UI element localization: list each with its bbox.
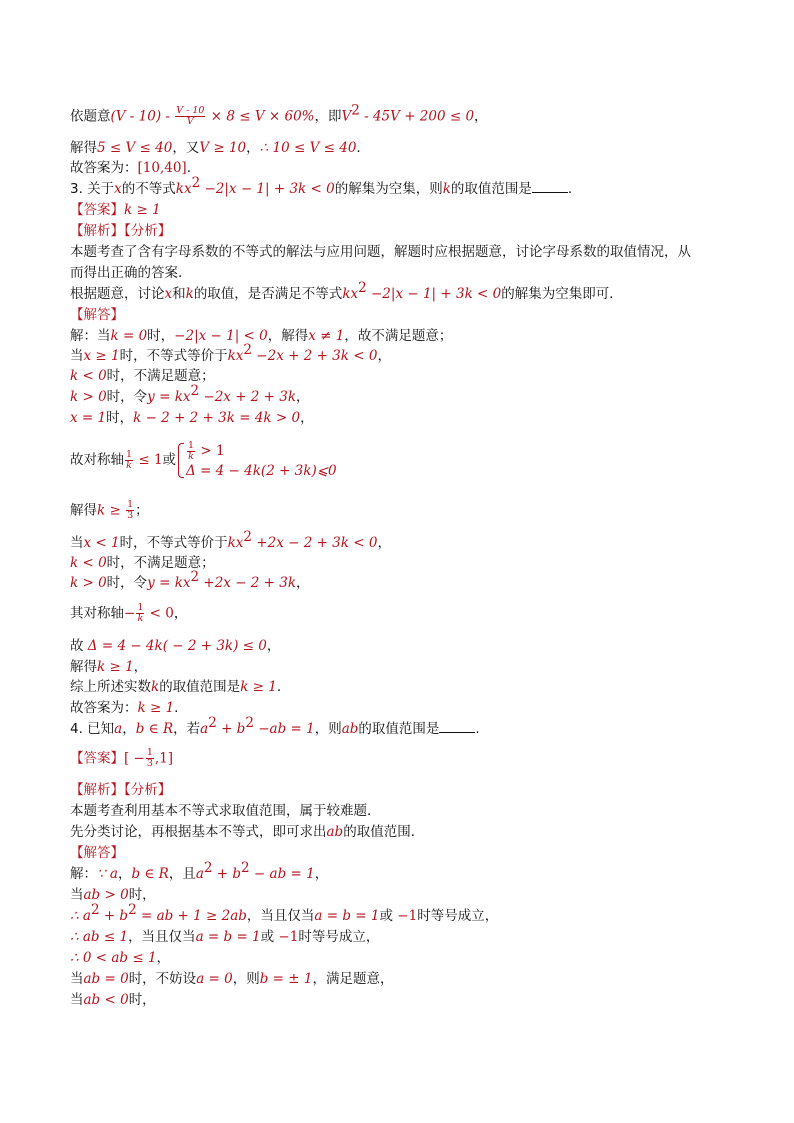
text: 时， xyxy=(128,887,156,903)
exponent: 2 xyxy=(241,860,250,876)
exponent: 2 xyxy=(190,569,200,585)
math: k xyxy=(442,181,451,197)
math: −1 xyxy=(274,929,299,945)
math: k xyxy=(185,286,194,302)
text: 故对称轴 xyxy=(70,452,124,468)
analysis-text xyxy=(70,801,381,821)
text: ，当且仅当 xyxy=(128,929,196,945)
solution-line xyxy=(70,603,187,624)
text: 依题意 xyxy=(70,108,111,125)
analysis-tag: 【解析】【分析】 xyxy=(70,782,172,798)
math: ,1] xyxy=(154,750,174,767)
text: . xyxy=(186,160,191,176)
text: ， xyxy=(122,721,136,737)
solution-line xyxy=(70,860,329,884)
text: 时， xyxy=(106,410,134,426)
answer-blank xyxy=(439,720,475,733)
exponent: 2 xyxy=(243,529,252,545)
fraction-numerator: 1 xyxy=(137,602,144,613)
solution-tag: 【解答】 xyxy=(70,845,124,861)
math: y = kx xyxy=(147,575,191,591)
solution-line xyxy=(70,342,391,366)
solution-line xyxy=(70,902,499,926)
exponent: 2 xyxy=(90,902,100,918)
math: k > 0 xyxy=(70,389,107,405)
solution-line xyxy=(70,529,391,553)
text: 时等号成立， xyxy=(417,908,499,924)
math: −ab = 1 xyxy=(253,721,315,737)
solution-tag: 【解答】 xyxy=(70,307,124,323)
text: 和 xyxy=(172,286,186,302)
text: ，当且仅当 xyxy=(246,908,315,924)
text: 的解集为空集，则 xyxy=(334,181,443,197)
fraction xyxy=(125,450,133,471)
exponent: 2 xyxy=(191,175,201,191)
text: ， xyxy=(296,575,310,591)
text: 解得 xyxy=(70,140,97,156)
solution-line xyxy=(70,948,170,968)
solution-line xyxy=(70,969,393,989)
math: x ≠ 1 xyxy=(308,328,345,344)
fraction-denominator: V xyxy=(186,116,194,127)
exponent: 2 xyxy=(128,902,137,918)
solution-line-system xyxy=(70,438,337,482)
text: 时，令 xyxy=(106,575,148,591)
fraction-denominator: k xyxy=(126,459,132,471)
math: x = 1 xyxy=(70,410,107,426)
fraction-denominator: k xyxy=(137,613,144,624)
fraction xyxy=(146,748,154,769)
text: ，则 xyxy=(232,971,260,987)
exponent: 2 xyxy=(245,715,254,731)
math: k < 0 xyxy=(70,555,107,571)
math: kx xyxy=(342,286,359,302)
text: 的取值范围是 xyxy=(358,721,440,737)
text: 当 xyxy=(70,887,84,903)
text: 的取值范围是 xyxy=(450,181,532,197)
math: b = ± 1 xyxy=(259,971,313,987)
text: ，又 xyxy=(172,140,200,156)
math: +2x − 2 + 3k < 0 xyxy=(252,535,378,551)
solution-line xyxy=(70,500,149,521)
math: kx xyxy=(227,348,244,364)
text: 本题考查利用基本不等式求取值范围，属于较难题． xyxy=(70,803,381,819)
text: 当 xyxy=(70,348,84,364)
text: 时，不等式等价于 xyxy=(119,535,228,551)
math: a xyxy=(195,866,204,882)
math: k ≥ 1 xyxy=(97,659,134,675)
fraction-denominator: 3 xyxy=(127,510,134,521)
text: 的解集为空集即可． xyxy=(501,286,623,302)
fraction xyxy=(175,106,205,127)
text: 的取值范围． xyxy=(343,824,425,840)
math: kx xyxy=(175,181,192,197)
exponent: 2 xyxy=(190,383,200,399)
math: +2x − 2 + 3k xyxy=(199,575,297,591)
system-row xyxy=(186,441,337,462)
text: 根据题意，讨论 xyxy=(70,286,165,302)
fraction-denominator: 3 xyxy=(146,758,153,769)
text: 先分类讨论，再根据基本不等式，即可求出 xyxy=(70,824,327,840)
solution-line xyxy=(70,885,156,905)
text: 其对称轴 xyxy=(70,605,124,622)
fraction-numerator: 1 xyxy=(127,499,134,510)
text: ，则 xyxy=(314,721,342,737)
exponent: 2 xyxy=(351,102,360,119)
analysis-text xyxy=(70,263,192,283)
question-4 xyxy=(70,715,480,739)
text: 时等号成立， xyxy=(298,929,380,945)
system-row: Δ = 4 − 4k(2 + 3k)⩽0 xyxy=(186,462,337,479)
math: < 0 xyxy=(145,605,174,622)
text: 解得 xyxy=(70,659,97,675)
text: ， xyxy=(266,638,281,654)
text: ， xyxy=(133,659,148,675)
solution-tag-line xyxy=(70,305,124,325)
math: - 45V + 200 ≤ 0 xyxy=(359,108,475,125)
text: ， xyxy=(377,348,391,364)
solution-line xyxy=(70,990,156,1010)
fraction-numerator: 1 xyxy=(188,439,195,451)
text: ，若 xyxy=(173,721,201,737)
text: 而得出正确的答案． xyxy=(70,265,192,281)
solution-line xyxy=(70,326,452,346)
analysis-text xyxy=(70,242,691,262)
fraction-numerator: 1 xyxy=(146,747,153,758)
analysis-tag-line xyxy=(70,221,171,241)
answer-blank xyxy=(532,180,568,193)
text: 故答案为： xyxy=(70,160,138,176)
text: 或 xyxy=(260,929,275,945)
math: k xyxy=(151,679,160,695)
text: 解：当 xyxy=(70,328,111,344)
math: b ∈ R xyxy=(135,721,174,737)
math: b ∈ R xyxy=(131,866,169,882)
math: − ab = 1 xyxy=(249,866,315,882)
exponent: 2 xyxy=(243,342,252,358)
text: 时，不满足题意； xyxy=(106,368,215,384)
math: + b xyxy=(212,866,242,882)
math: −1 xyxy=(393,908,418,924)
text: ，故不满足题意； xyxy=(344,328,453,344)
math: × 8 ≤ V × 60% xyxy=(206,108,315,125)
math: a = 0 xyxy=(196,971,233,987)
math: k ≥ 1 xyxy=(137,700,175,716)
math: x xyxy=(114,181,122,197)
fraction xyxy=(126,500,134,521)
text: ，且 xyxy=(168,866,196,882)
text: 或 xyxy=(379,908,393,924)
math: > 1 xyxy=(196,442,225,459)
text: 或 xyxy=(162,452,177,468)
text: ，满足题意， xyxy=(312,971,394,987)
left-brace xyxy=(178,443,184,478)
math: ab > 0 xyxy=(83,887,129,903)
analysis-text xyxy=(70,280,623,304)
solution-line xyxy=(70,138,361,158)
text: 综上所述实数 xyxy=(70,679,151,695)
equation-system xyxy=(178,441,337,480)
solution-line xyxy=(70,657,147,677)
math: kx xyxy=(227,535,244,551)
math: + b xyxy=(99,908,129,924)
text: 时，不满足题意； xyxy=(106,555,215,571)
text: ，即 xyxy=(314,108,342,125)
math: x < 1 xyxy=(83,535,120,551)
math: x ≥ 1 xyxy=(83,348,120,364)
question-3 xyxy=(70,175,573,199)
text: ， xyxy=(314,866,329,882)
solution-line xyxy=(70,408,314,428)
analysis-tag: 【解析】【分析】 xyxy=(70,223,172,239)
math: ab xyxy=(341,721,359,737)
text: 时，令 xyxy=(106,389,148,405)
text: ， xyxy=(296,389,310,405)
math: k ≥ 1 xyxy=(124,202,161,218)
exponent: 2 xyxy=(358,280,367,296)
text: ，解得 xyxy=(267,328,309,344)
text: 时，不等式等价于 xyxy=(119,348,228,364)
text: ， xyxy=(173,605,188,622)
solution-line xyxy=(70,927,379,947)
text: 的取值范围是 xyxy=(159,679,241,695)
text: 当 xyxy=(70,992,84,1008)
math: ∵ a xyxy=(97,866,118,882)
text: 故 xyxy=(70,638,88,654)
math: 5 ≤ V ≤ 40 xyxy=(97,140,173,156)
text: ， xyxy=(300,410,314,426)
text: 3. 关于 xyxy=(70,181,115,197)
text: ， xyxy=(377,535,391,551)
math: k ≥ 1 xyxy=(240,679,277,695)
exponent: 2 xyxy=(208,715,217,731)
text: . xyxy=(276,679,282,695)
text: . xyxy=(475,721,480,737)
text: ， xyxy=(246,140,260,156)
math: a xyxy=(200,721,209,737)
math: = ab + 1 ≥ 2ab xyxy=(136,908,247,924)
analysis-tag-line xyxy=(70,780,171,800)
text: 当 xyxy=(70,535,84,551)
math: k = 0 xyxy=(110,328,148,344)
text: 当 xyxy=(70,971,84,987)
math: (V - 10) - xyxy=(110,108,175,125)
fraction-denominator: k xyxy=(188,450,194,462)
fraction xyxy=(187,441,195,462)
text: ， xyxy=(156,950,171,966)
text: 本题考查了含有字母系数的不等式的解法与应用问题，解题时应根据题意，讨论字母系数的取值情况，从 xyxy=(70,244,691,260)
fraction-numerator: 1 xyxy=(126,448,133,460)
text: ， xyxy=(117,866,132,882)
math: −2|x − 1| < 0 xyxy=(174,328,268,344)
math: ab xyxy=(326,824,344,840)
text: 时， xyxy=(128,992,156,1008)
text: 解得 xyxy=(70,502,97,519)
text: 的取值，是否满足不等式 xyxy=(193,286,343,302)
math: [10,40] xyxy=(137,160,187,176)
math: −2|x − 1| + 3k < 0 xyxy=(200,181,335,197)
math: −2x + 2 + 3k xyxy=(199,389,297,405)
solution-line xyxy=(70,569,310,593)
math: ∴ ab ≤ 1 xyxy=(70,929,129,945)
text: . xyxy=(567,181,573,197)
solution-line xyxy=(70,636,280,656)
fraction-numerator: V - 10 xyxy=(176,105,205,116)
math: a xyxy=(114,721,123,737)
math: V xyxy=(341,108,352,125)
text: . xyxy=(356,140,361,156)
math: k ≥ xyxy=(97,502,126,519)
answer-line xyxy=(70,748,173,769)
text: ； xyxy=(135,502,149,519)
answer-tag: 【答案】 xyxy=(70,202,124,218)
exponent: 2 xyxy=(203,860,213,876)
math: k < 0 xyxy=(70,368,107,384)
fraction xyxy=(136,603,144,624)
math: ∴ 10 ≤ V ≤ 40 xyxy=(259,140,357,156)
answer-tag: 【答案】 xyxy=(70,750,124,767)
math: [ − xyxy=(124,750,145,767)
math: k − 2 + 2 + 3k = 4k > 0 xyxy=(133,410,301,426)
answer-line xyxy=(70,698,178,718)
math: a = b = 1 xyxy=(195,929,261,945)
math: V ≥ 10 xyxy=(199,140,247,156)
text: 故答案为： xyxy=(70,700,138,716)
text: 4. 已知 xyxy=(70,721,115,737)
solution-tag-line xyxy=(70,843,124,863)
math: y = kx xyxy=(147,389,191,405)
text: . xyxy=(174,700,179,716)
math: ab = 0 xyxy=(83,971,129,987)
math: −2|x − 1| + 3k < 0 xyxy=(366,286,502,302)
solution-line-inequality xyxy=(70,102,488,127)
text: 时，不妨设 xyxy=(128,971,197,987)
answer-line xyxy=(70,158,191,178)
math: x xyxy=(164,286,173,302)
solution-line xyxy=(70,677,281,697)
math: ∴ a xyxy=(70,908,91,924)
text: ， xyxy=(474,108,488,125)
math: ab < 0 xyxy=(83,992,129,1008)
math: ∴ 0 < ab ≤ 1 xyxy=(70,950,157,966)
math: − xyxy=(124,605,136,622)
solution-line xyxy=(70,383,310,407)
math: ≤ 1 xyxy=(134,452,163,468)
math: + b xyxy=(216,721,246,737)
text: 解： xyxy=(70,866,97,882)
text: 的不等式 xyxy=(121,181,176,197)
text: 时， xyxy=(147,328,175,344)
math: a = b = 1 xyxy=(314,908,380,924)
math: Δ = 4 − 4k( − 2 + 3k) ≤ 0 xyxy=(87,638,267,654)
math: k > 0 xyxy=(70,575,107,591)
answer-line xyxy=(70,200,161,220)
math: −2x + 2 + 3k < 0 xyxy=(252,348,378,364)
analysis-text xyxy=(70,822,424,842)
